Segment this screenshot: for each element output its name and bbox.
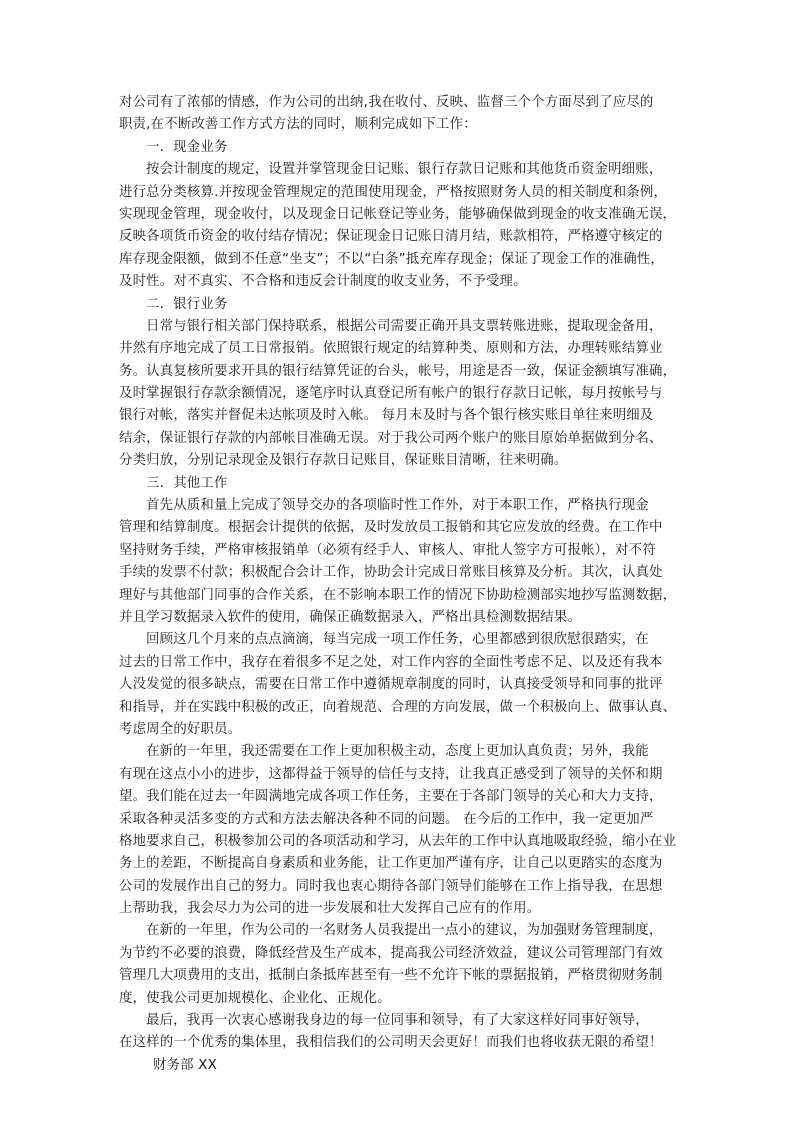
section-heading: 二．银行业务 [146, 296, 228, 312]
section-heading: 三．其他工作 [146, 475, 228, 491]
text-line: 实现现金管理，现金收付，以及现金日记帐登记等业务，能够确保做到现金的收支准确无误， [119, 206, 677, 222]
text-line: 上帮助我，我会尽力为公司的进一步发展和壮大发挥自己应有的作用。 [119, 901, 541, 917]
text-line: 井然有序地完成了员工日常报销。依照银行规定的结算种类、原则和方法，办理转账结算业 [119, 341, 663, 357]
text-line: 望。我们能在过去一年圆满地完成各项工作任务，主要在于各部门领导的关心和大力支持， [119, 789, 663, 805]
text-line: 对公司有了浓郁的情感，作为公司的出纳,我在收付、反映、监督三个个方面尽到了应尽的 [119, 95, 654, 110]
text-line: 管理几大项费用的支出，抵制白条抵库甚至有一些不允许下帐的票据报销，严格贯彻财务制 [119, 968, 663, 984]
paragraph-first-line: 首先从质和量上完成了领导交办的各项临时性工作外，对于本职工作，严格执行现金 [146, 498, 649, 514]
document-body [119, 92, 679, 1077]
text-line: 务。认真复核所要求开具的银行结算凭证的台头，帐号，用途是否一致，保证金额填写准确， [119, 363, 677, 379]
text-line: 及时性。对不真实、不合格和违反会计制度的收支业务，不予受理。 [119, 274, 527, 290]
text-line: 结余，保证银行存款的内部帐目准确无误。对于我公司两个账户的账目原始单据做到分名、 [119, 430, 663, 446]
text-line: 职责,在不断改善工作方式方法的同时，顺利完成如下工作： [119, 117, 477, 133]
paragraph-first-line: 在新的一年里，作为公司的一名财务人员我提出一点小的建议，为加强财务管理制度， [146, 923, 663, 939]
paragraph-first-line: 最后，我再一次衷心感谢我身边的每一位同事和领导，有了大家这样好同事好领导， [146, 1013, 649, 1029]
signature-line: 财务部 XX [153, 1057, 217, 1073]
text-line: 银行对帐，落实并督促未达帐项及时入帐。 每月末及时与各个银行核实账目单往来明细及 [119, 408, 654, 424]
text-line: 度，使我公司更加规模化、企业化、正规化。 [119, 990, 391, 1006]
text-line: 格地要求自己，积极参加公司的各项活动和学习，从去年的工作中认真地吸取经验，缩小在业 [119, 833, 677, 849]
text-line: 有现在这点小小的进步，这都得益于领导的信任与支持，让我真正感受到了领导的关怀和期 [119, 766, 663, 782]
text-line: 人没发觉的很多缺点，需要在日常工作中遵循规章制度的同时，认真接受领导和同事的批评 [119, 677, 663, 693]
paragraph-first-line: 在新的一年里，我还需要在工作上更加积极主动，态度上更加认真负责；另外，我能 [146, 744, 649, 760]
text-line: 坚持财务手续，严格审核报销单（必须有经手人、审核人、审批人签字方可报帐），对不符 [119, 542, 656, 558]
text-line: 在这样的一个优秀的集体里，我相信我们的公司明天会更好！而我们也将收获无限的希望！ [119, 1035, 663, 1051]
text-line: 过去的日常工作中，我存在着很多不足之处，对工作内容的全面性考虑不足、以及还有我本 [119, 654, 663, 670]
text-line: 为节约不必要的浪费，降低经营及生产成本，提高我公司经济效益，建议公司管理部门有效 [119, 945, 663, 961]
text-line: 理好与其他部门同事的合作关系，在不影响本职工作的情况下协助检测部实地抄写监测数据， [119, 587, 677, 603]
text-line: 反映各项货币资金的收付结存情况；保证现金日记账日清月结，账款相符，严格遵守核定的 [119, 229, 663, 245]
text-line: 进行总分类核算.并按现金管理规定的范围使用现金，严格按照财务人员的相关制度和条例， [119, 184, 668, 200]
text-line: 管理和结算制度。根据会计提供的依据，及时发放员工报销和其它应发放的经费。在工作中 [119, 520, 663, 536]
text-line: 和指导，并在实践中积极的改正，向着规范、合理的方向发展，做一个积极向上、做事认真、 [119, 699, 677, 715]
text-line: 及时掌握银行存款余额情况，逐笔序时认真登记所有帐户的银行存款日记帐，每月按帐号与 [119, 386, 663, 402]
paragraph-first-line: 日常与银行相关部门保持联系，根据公司需要正确开具支票转账进账，提取现金备用， [146, 318, 663, 334]
paragraph-first-line: 按会计制度的规定，设置并掌管现金日记账、银行存款日记账和其他货币资金明细账， [146, 162, 663, 178]
text-line: 公司的发展作出自己的努力。同时我也衷心期待各部门领导们能够在工作上指导我，在思想 [119, 878, 663, 894]
section-heading: 一．现金业务 [146, 139, 228, 155]
text-line: 手续的发票不付款；积极配合会计工作，协助会计完成日常账目核算及分析。其次，认真处 [119, 565, 663, 581]
text-line: 务上的差距，不断提高自身素质和业务能，让工作更加严谨有序，让自己以更踏实的态度为 [119, 856, 663, 872]
text-line: 库存现金限额，做到不任意“坐支”；不以“白条”抵充库存现金；保证了现金工作的准确性， [119, 251, 664, 267]
text-line: 分类归放，分别记录现金及银行存款日记账目，保证账目清晰，往来明确。 [119, 453, 568, 469]
text-line: 采取各种灵活多变的方式和方法去解决各种不同的问题。 在今后的工作中，我一定更加严 [119, 811, 654, 827]
paragraph-first-line: 回顾这几个月来的点点滴滴，每当完成一项工作任务，心里都感到很欣慰很踏实，在 [146, 632, 649, 648]
text-line: 并且学习数据录入软件的使用，确保正确数据录入，严格出具检测数据结果。 [119, 609, 582, 625]
text-line: 考虑周全的好职员。 [119, 721, 242, 737]
